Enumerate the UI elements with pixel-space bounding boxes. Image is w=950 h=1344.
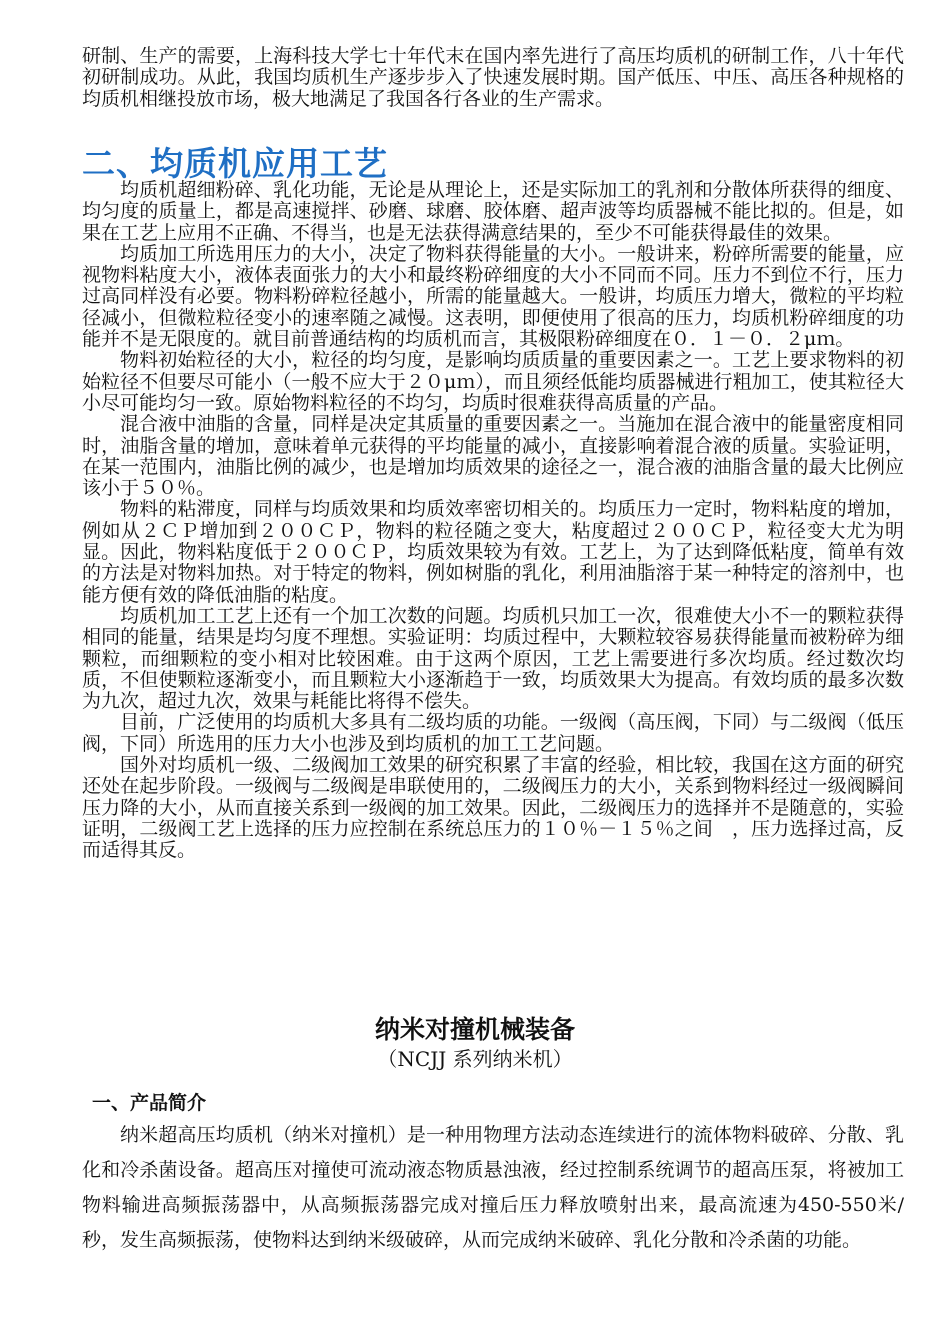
paragraph-4: 混合液中油脂的含量，同样是决定其质量的重要因素之一。当施加在混合液中的能量密度相同时，油脂含量的增加，意味着单元获得的平均能量的减小，直接影响着混合液的质量。实验证明，在某一范围内，油脂比例的减少，也是增加均质效果的途径之一，混合液的油脂含量的最大比例应该小于５０％。 bbox=[82, 413, 904, 500]
paragraph-8: 国外对均质机一级、二级阀加工效果的研究积累了丰富的经验，相比较，我国在这方面的研究还处在起步阶段。一级阀与二级阀是串联使用的，二级阀压力的大小，关系到物料经过一级阀瞬间压力降的大小，从而直接关系到一级阀的加工效果。因此，二级阀压力的选择并不是随意的，实验证明，二级阀工艺上选择的压力应控制在系统总压力的１０％－１５％之间 ，压力选择过高，反而适得其反。 bbox=[82, 754, 904, 862]
paragraph-3: 物料初始粒径的大小，粒径的均匀度，是影响均质质量的重要因素之一。工艺上要求物料的初始粒径不但要尽可能小（一般不应大于２０μｍ），而且须经低能均质器械进行粗加工，使其粒径大小尽可能均匀一致。原始物料粒径的不均匀，均质时很难获得高质量的产品。 bbox=[82, 349, 904, 414]
product-title: 纳米对撞机械装备 bbox=[374, 1015, 575, 1044]
section-heading: 二、均质机应用工艺 bbox=[82, 144, 388, 183]
paragraph-7: 目前，广泛使用的均质机大多具有二级均质的功能。一级阀（高压阀，下同）与二级阀（低压阀，下同）所选用的压力大小也涉及到均质机的加工工艺问题。 bbox=[82, 711, 904, 755]
intro-paragraph: 研制、生产的需要，上海科技大学七十年代末在国内率先进行了高压均质机的研制工作，八十年代初研制成功。从此，我国均质机生产逐步步入了快速发展时期。国产低压、中压、高压各种规格的均质机相继投放市场，极大地满足了我国各行各业的生产需求。 bbox=[82, 45, 904, 110]
paragraph-1: 均质机超细粉碎、乳化功能，无论是从理论上，还是实际加工的乳剂和分散体所获得的细度、均匀度的质量上，都是高速搅拌、砂磨、球磨、胶体磨、超声波等均质器械不能比拟的。但是，如果在工艺上应用不正确、不得当，也是无法获得满意结果的，至少不可能获得最佳的效果。 bbox=[82, 179, 904, 244]
paragraph-2: 均质加工所选用压力的大小，决定了物料获得能量的大小。一般讲来，粉碎所需要的能量，应视物料粘度大小，液体表面张力的大小和最终粉碎细度的大小不同而不同。压力不到位不行，压力过高同样没有必要。物料粉碎粒径越小，所需的能量越大。一般讲，均质压力增大，微粒的平均粒径减小，但微粒粒径变小的速率随之减慢。这表明，即便使用了很高的压力，均质机粉碎细度的功能并不是无限度的。就目前普通结构的均质机而言，其极限粉碎细度在０．１－０．２μｍ。 bbox=[82, 242, 904, 351]
product-section-title: 一、产品简介 bbox=[92, 1092, 207, 1114]
intro-block bbox=[82, 46, 904, 110]
process-section-body bbox=[82, 180, 904, 862]
paragraph-5: 物料的粘滞度，同样与均质效果和均质效率密切相关的。均质压力一定时，物料粘度的增加，例如从２ＣＰ增加到２００ＣＰ，物料的粒径随之变大，粘度超过２００ＣＰ，粒径变大尤为明显。因此，物料粘度低于２００ＣＰ，均质效果较为有效。工艺上，为了达到降低粘度，简单有效的方法是对物料加热。对于特定的物料，例如树脂的乳化，利用油脂溶于某一种特定的溶剂中，也能方便有效的降低油脂的粘度。 bbox=[82, 498, 904, 606]
product-subtitle: （NCJJ 系列纳米机） bbox=[377, 1047, 573, 1071]
product-intro-block bbox=[82, 1118, 904, 1258]
product-intro-paragraph: 纳米超高压均质机（纳米对撞机）是一种用物理方法动态连续进行的流体物料破碎、分散、乳化和冷杀菌设备。超高压对撞使可流动液态物质悬浊液，经过控制系统调节的超高压泵，将被加工物料输进高频振荡器中，从高频振荡器完成对撞后压力释放喷射出来，最高流速为450-550米/秒，发生高频振荡，使物料达到纳米级破碎，从而完成纳米破碎、乳化分散和冷杀菌的功能。 bbox=[82, 1124, 904, 1251]
paragraph-6: 均质机加工工艺上还有一个加工次数的问题。均质机只加工一次，很难使大小不一的颗粒获得相同的能量，结果是均匀度不理想。实验证明：均质过程中，大颗粒较容易获得能量而被粉碎为细颗粒，而细颗粒的变小相对比较困难。由于这两个原因，工艺上需要进行多次均质。经过数次均质，不但使颗粒逐渐变小，而且颗粒大小逐渐趋于一致，均质效果大为提高。有效均质的最多次数为九次，超过九次，效果与耗能比将得不偿失。 bbox=[82, 604, 904, 713]
